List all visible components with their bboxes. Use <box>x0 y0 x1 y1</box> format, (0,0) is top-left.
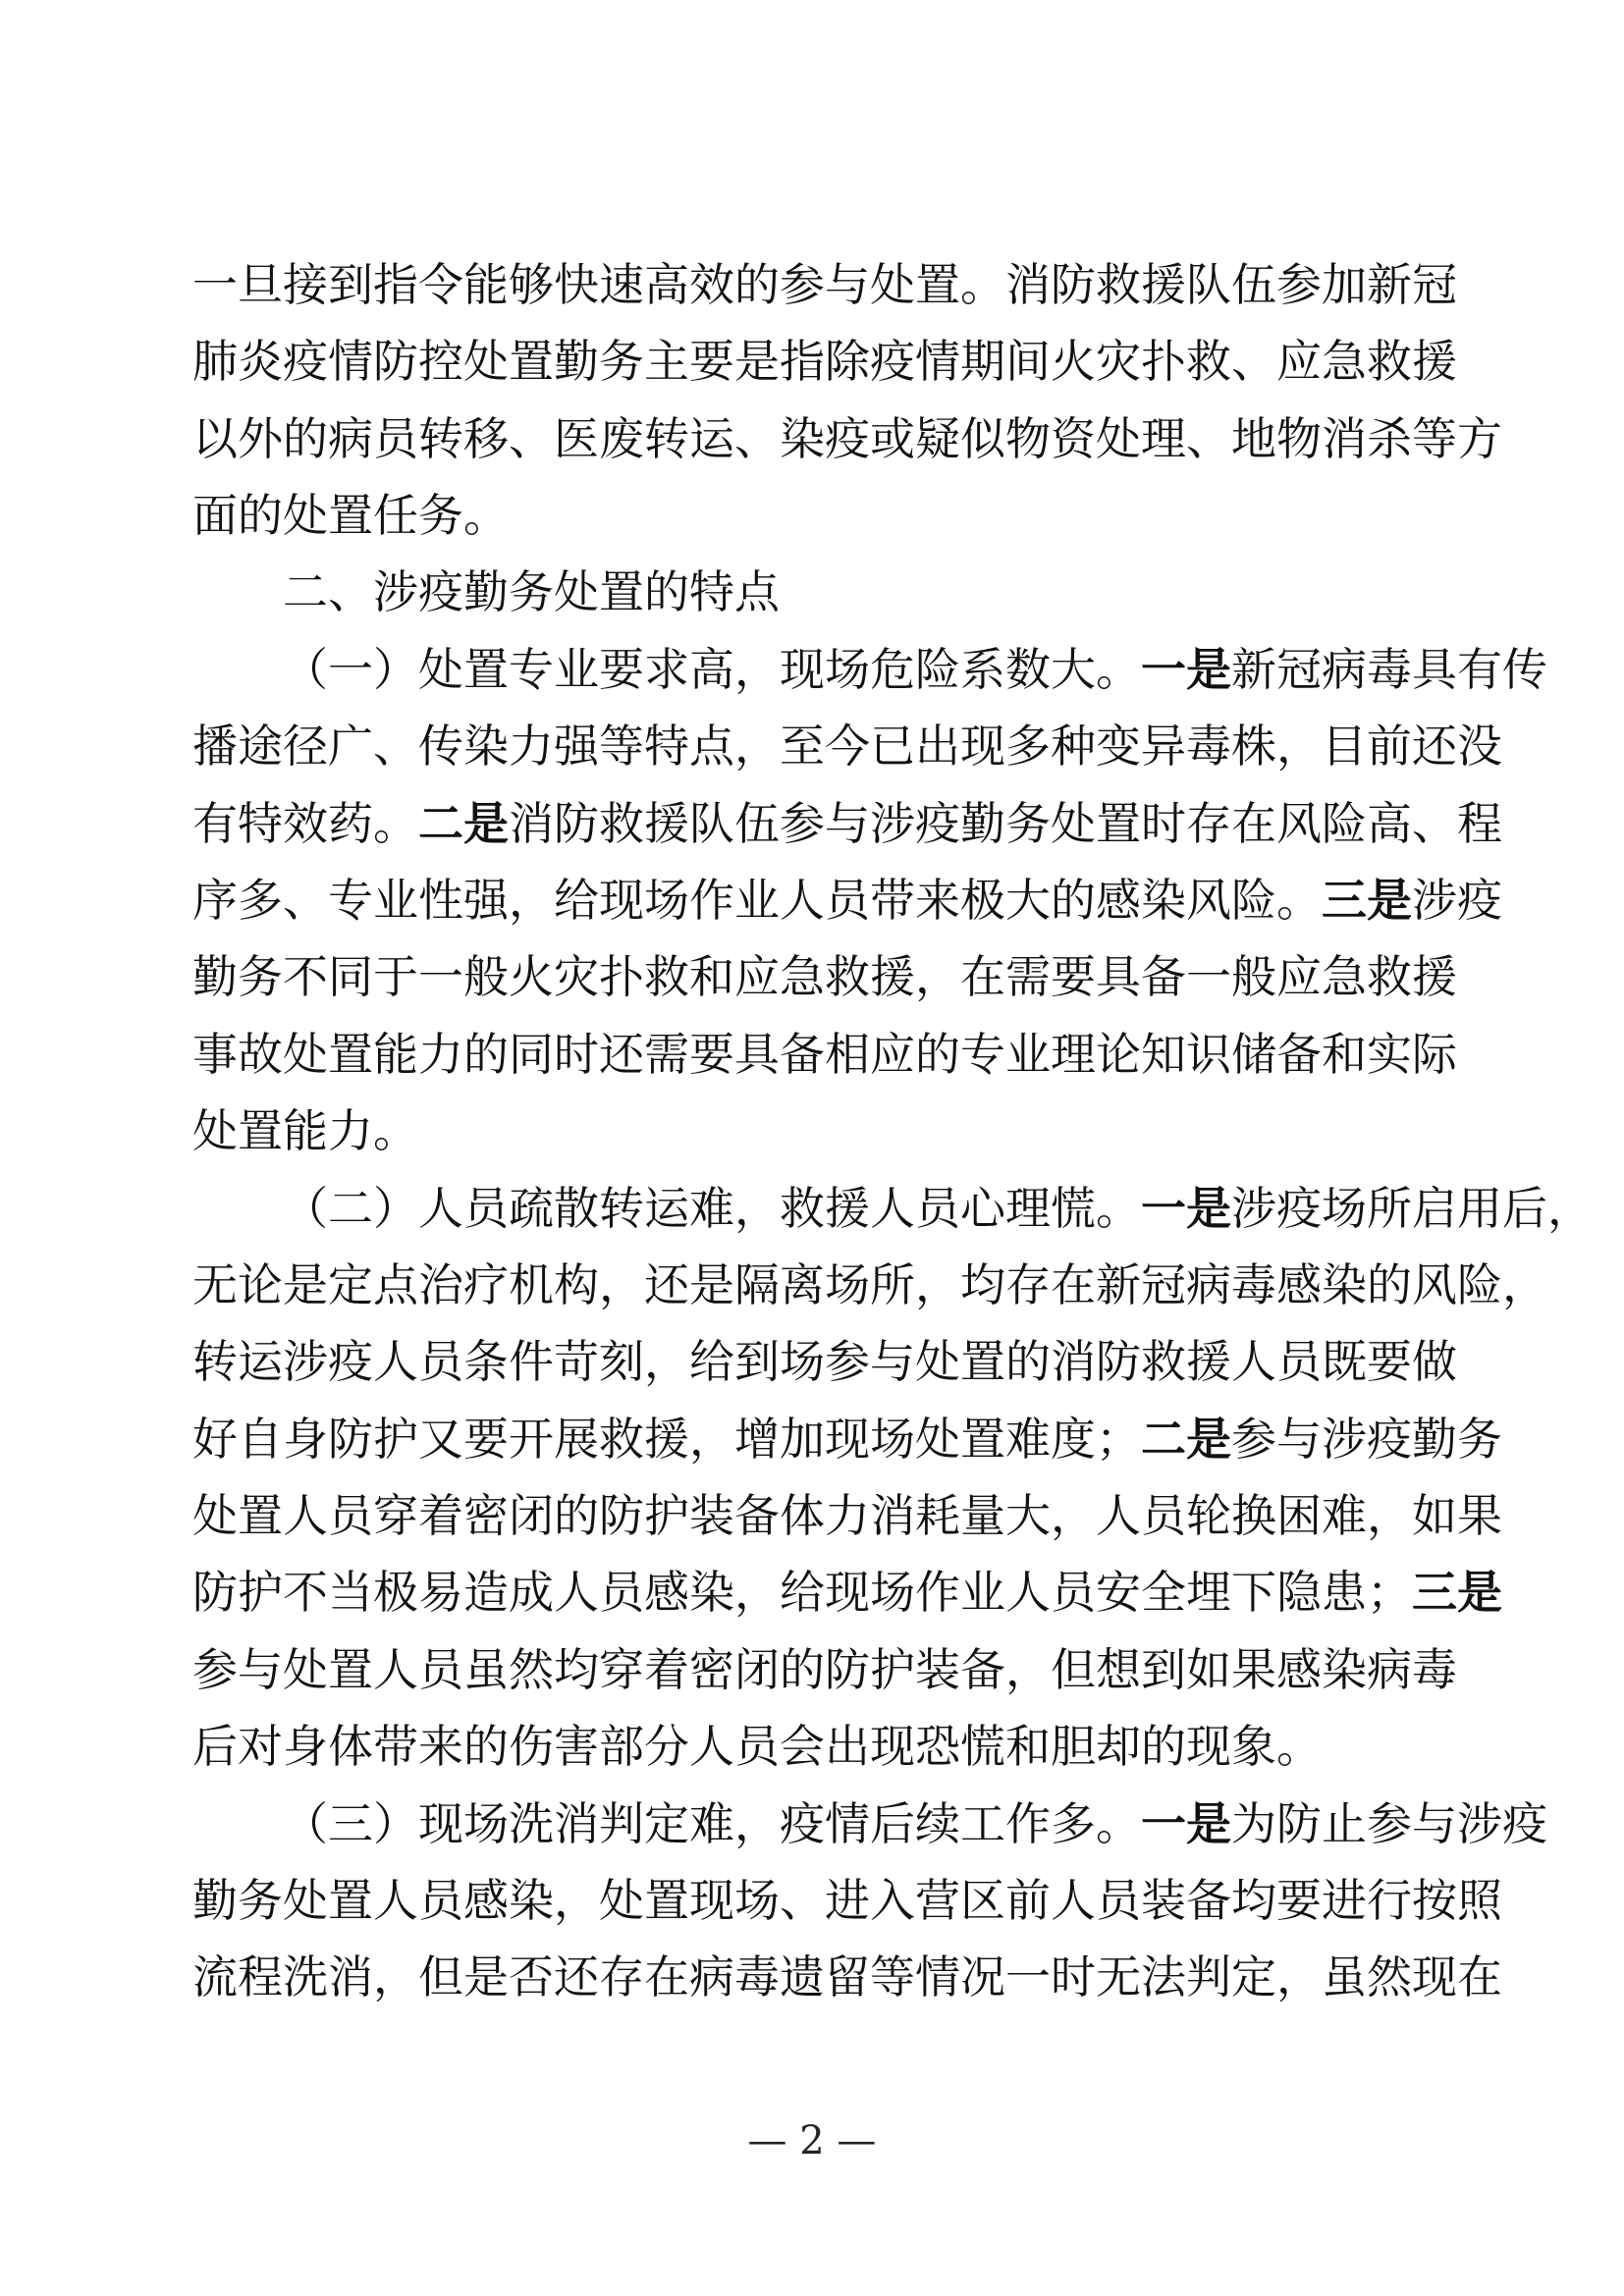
text-line <box>192 1015 1457 1094</box>
text-line <box>192 245 1457 324</box>
text-run: 一旦接到指令能够快速高效的参与处置。消防救援队伍参加新冠 <box>192 258 1457 311</box>
text-run: 新冠病毒具有传 <box>1231 643 1547 696</box>
text-run: 无论是定点治疗机构，还是隔离场所，均存在新冠病毒感染的风险， <box>192 1258 1547 1311</box>
text-line <box>192 476 509 555</box>
text-run: 参与处置人员虽然均穿着密闭的防护装备，但想到如果感染病毒 <box>192 1643 1457 1696</box>
text-run: （三）现场洗消判定难，疫情后续工作多。 <box>283 1797 1141 1850</box>
bold-keyword: 一是 <box>1141 1797 1231 1850</box>
text-line <box>192 861 1502 939</box>
text-line <box>192 322 1457 400</box>
text-run: 播途径广、传染力强等特点，至今已出现多种变异毒株，目前还没 <box>192 720 1502 773</box>
text-run: 面的处置任务。 <box>192 489 509 542</box>
text-line <box>192 1553 1502 1631</box>
bold-keyword: 二是 <box>1141 1413 1231 1466</box>
text-line <box>192 784 1502 863</box>
text-line <box>192 1630 1457 1709</box>
text-line <box>192 1246 1547 1324</box>
text-run: 处置人员穿着密闭的防护装备体力消耗量大，人员轮换困难，如果 <box>192 1489 1502 1542</box>
text-line <box>192 937 1457 1016</box>
text-run: 涉疫 <box>1412 874 1502 927</box>
text-line <box>283 630 1547 709</box>
text-line <box>192 1092 418 1170</box>
text-run: 肺炎疫情防控处置勤务主要是指除疫情期间火灾扑救、应急救援 <box>192 335 1457 388</box>
text-run: 勤务处置人员感染，处置现场、进入营区前人员装备均要进行按照 <box>192 1874 1502 1927</box>
text-run: （二）人员疏散转运难，救援人员心理慌。 <box>283 1182 1141 1235</box>
bold-keyword: 二是 <box>418 797 509 850</box>
bold-keyword: 一是 <box>1141 1182 1231 1235</box>
text-line <box>192 1938 1502 2016</box>
text-run: 处置能力。 <box>192 1104 418 1157</box>
bold-keyword: 三是 <box>1322 874 1412 927</box>
text-run: 为防止参与涉疫 <box>1231 1797 1547 1850</box>
text-run: 以外的病员转移、医废转运、染疫或疑似物资处理、地物消杀等方 <box>192 412 1502 465</box>
text-run: 二、涉疫勤务处置的特点 <box>283 565 780 618</box>
text-line <box>192 1400 1502 1478</box>
text-line <box>192 1322 1457 1401</box>
text-run: 后对身体带来的伤害部分人员会出现恐慌和胆却的现象。 <box>192 1720 1322 1773</box>
text-run: 消防救援队伍参与涉疫勤务处置时存在风险高、程 <box>509 797 1502 850</box>
text-run: 勤务不同于一般火灾扑救和应急救援，在需要具备一般应急救援 <box>192 950 1457 1003</box>
text-run: 有特效药。 <box>192 797 418 850</box>
text-run: 序多、专业性强，给现场作业人员带来极大的感染风险。 <box>192 874 1322 927</box>
text-run: 参与涉疫勤务 <box>1231 1413 1502 1466</box>
bold-keyword: 一是 <box>1141 643 1231 696</box>
page-number: — 2 — <box>747 2118 877 2163</box>
text-run: 流程洗消，但是否还存在病毒遗留等情况一时无法判定，虽然现在 <box>192 1950 1502 2003</box>
text-run: 事故处置能力的同时还需要具备相应的专业理论知识储备和实际 <box>192 1028 1457 1081</box>
text-line <box>192 400 1502 478</box>
text-line <box>192 707 1502 785</box>
text-line <box>192 1476 1502 1555</box>
text-line <box>283 1785 1547 1863</box>
text-run: 转运涉疫人员条件苛刻，给到场参与处置的消防救援人员既要做 <box>192 1335 1457 1388</box>
text-run: 好自身防护又要开展救援，增加现场处置难度； <box>192 1413 1141 1466</box>
text-line <box>192 1707 1322 1786</box>
text-run: （一）处置专业要求高，现场危险系数大。 <box>283 643 1141 696</box>
text-line <box>192 1861 1502 1940</box>
bold-keyword: 三是 <box>1412 1566 1502 1619</box>
text-line <box>283 1169 1593 1248</box>
text-run: 涉疫场所启用后， <box>1231 1182 1593 1235</box>
text-line <box>283 553 780 631</box>
text-run: 防护不当极易造成人员感染，给现场作业人员安全埋下隐患； <box>192 1566 1412 1619</box>
